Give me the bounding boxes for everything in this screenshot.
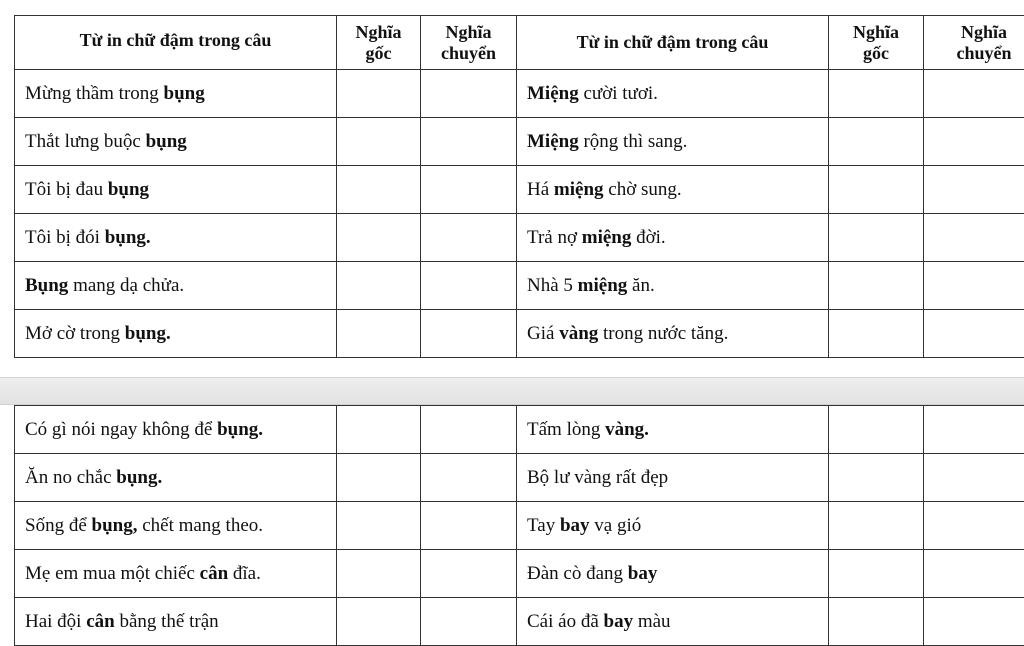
literal-answer-cell[interactable]	[829, 262, 924, 310]
header-figurative-right	[924, 16, 1024, 70]
bold-word: bay	[628, 563, 658, 584]
header-sentence-right: Từ in chữ đậm trong câu	[517, 16, 829, 70]
header-figurative-line1: Nghĩa	[421, 22, 516, 43]
sentence-text: Hai đội	[25, 611, 86, 632]
header-literal-left	[337, 16, 421, 70]
sentence-text: mang dạ chửa.	[68, 275, 184, 296]
sentence-text: bằng thế trận	[115, 611, 219, 632]
sentence-text: Tay	[527, 515, 560, 536]
sentence-text: Tấm lòng	[527, 419, 605, 440]
bold-word: vàng.	[605, 419, 649, 440]
sentence-cell-right	[517, 166, 829, 214]
exercise-table-bottom	[14, 405, 1024, 646]
table-row	[15, 118, 1024, 166]
sentence-text: màu	[633, 611, 670, 632]
bold-word: bụng	[146, 131, 187, 152]
figurative-answer-cell[interactable]	[924, 502, 1024, 550]
sentence-text: rộng thì sang.	[579, 131, 688, 152]
header-literal-line2: gốc	[829, 43, 923, 64]
sentence-cell-left	[15, 598, 337, 646]
sentence-text: Trả nợ	[527, 227, 582, 248]
sentence-cell-right	[517, 262, 829, 310]
table-row	[15, 70, 1024, 118]
literal-answer-cell[interactable]	[337, 454, 421, 502]
sentence-cell-right	[517, 118, 829, 166]
figurative-answer-cell[interactable]	[924, 118, 1024, 166]
header-sentence-left: Từ in chữ đậm trong câu	[15, 16, 337, 70]
header-figurative-line2: chuyển	[924, 43, 1024, 64]
literal-answer-cell[interactable]	[829, 406, 924, 454]
literal-answer-cell[interactable]	[337, 262, 421, 310]
sentence-text: đĩa.	[228, 563, 261, 584]
sentence-cell-right	[517, 310, 829, 358]
sentence-text: Thắt lưng buộc	[25, 131, 146, 152]
header-literal-line1: Nghĩa	[829, 22, 923, 43]
sentence-cell-right	[517, 598, 829, 646]
figurative-answer-cell[interactable]	[924, 166, 1024, 214]
sentence-text: ăn.	[627, 275, 654, 296]
exercise-table-top	[14, 15, 1024, 358]
bold-word: miệng	[554, 179, 604, 200]
table-row	[15, 166, 1024, 214]
header-figurative-line2: chuyển	[421, 43, 516, 64]
sentence-cell-right	[517, 502, 829, 550]
bold-word: bụng.	[217, 419, 263, 440]
bold-word: bụng	[164, 83, 205, 104]
sentence-text: Mẹ em mua một chiếc	[25, 563, 200, 584]
figurative-answer-cell[interactable]	[421, 70, 517, 118]
sentence-cell-left	[15, 502, 337, 550]
literal-answer-cell[interactable]	[829, 118, 924, 166]
sentence-cell-right	[517, 406, 829, 454]
sentence-text: Tôi bị đói	[25, 227, 105, 248]
bold-word: cân	[86, 611, 115, 632]
bold-word: miệng	[582, 227, 632, 248]
sentence-cell-left	[15, 454, 337, 502]
sentence-text: vạ gió	[590, 515, 642, 536]
table-row	[15, 598, 1024, 646]
table-row	[15, 550, 1024, 598]
sentence-text: Ăn no chắc	[25, 467, 116, 488]
table-body-bottom	[15, 406, 1024, 646]
table-row	[15, 310, 1024, 358]
header-literal-line1: Nghĩa	[337, 22, 420, 43]
sentence-text: trong nước tăng.	[598, 323, 728, 344]
literal-answer-cell[interactable]	[829, 502, 924, 550]
literal-answer-cell[interactable]	[337, 214, 421, 262]
figurative-answer-cell[interactable]	[924, 550, 1024, 598]
literal-answer-cell[interactable]	[337, 406, 421, 454]
sentence-text: Nhà 5	[527, 275, 578, 296]
figurative-answer-cell[interactable]	[924, 310, 1024, 358]
sentence-cell-right	[517, 214, 829, 262]
literal-answer-cell[interactable]	[829, 598, 924, 646]
header-literal-right	[829, 16, 924, 70]
sentence-text: cười tươi.	[579, 83, 658, 104]
literal-answer-cell[interactable]	[337, 118, 421, 166]
bold-word: Miệng	[527, 83, 579, 104]
sentence-cell-left	[15, 406, 337, 454]
bold-word: bay	[604, 611, 634, 632]
table-row	[15, 454, 1024, 502]
sentence-text: Giá	[527, 323, 559, 344]
figurative-answer-cell[interactable]	[924, 454, 1024, 502]
header-figurative-line1: Nghĩa	[924, 22, 1024, 43]
table-row	[15, 262, 1024, 310]
figurative-answer-cell[interactable]	[924, 214, 1024, 262]
bold-word: bay	[560, 515, 590, 536]
table-row	[15, 406, 1024, 454]
figurative-answer-cell[interactable]	[924, 406, 1024, 454]
figurative-answer-cell[interactable]	[421, 214, 517, 262]
sentence-cell-left	[15, 70, 337, 118]
literal-answer-cell[interactable]	[337, 550, 421, 598]
literal-answer-cell[interactable]	[829, 550, 924, 598]
sentence-text: chờ sung.	[604, 179, 682, 200]
sentence-text: đời.	[631, 227, 665, 248]
bold-word: bụng.	[116, 467, 162, 488]
figurative-answer-cell[interactable]	[421, 454, 517, 502]
sentence-text: Sống để	[25, 515, 92, 536]
sentence-text: Có gì nói ngay không để	[25, 419, 217, 440]
sentence-cell-left	[15, 166, 337, 214]
bold-word: vàng	[559, 323, 598, 344]
figurative-answer-cell[interactable]	[421, 406, 517, 454]
bold-word: bụng	[108, 179, 149, 200]
figurative-answer-cell[interactable]	[924, 262, 1024, 310]
literal-answer-cell[interactable]	[829, 70, 924, 118]
sentence-text: Bộ lư vàng rất đẹp	[527, 467, 668, 488]
figurative-answer-cell[interactable]	[421, 598, 517, 646]
bold-word: Bụng	[25, 275, 68, 296]
sentence-text: Mừng thầm trong	[25, 83, 164, 104]
figurative-answer-cell[interactable]	[421, 550, 517, 598]
literal-answer-cell[interactable]	[337, 310, 421, 358]
literal-answer-cell[interactable]	[337, 598, 421, 646]
bold-word: miệng	[578, 275, 628, 296]
figurative-answer-cell[interactable]	[421, 502, 517, 550]
literal-answer-cell[interactable]	[337, 70, 421, 118]
header-figurative-left	[421, 16, 517, 70]
literal-answer-cell[interactable]	[337, 166, 421, 214]
figurative-answer-cell[interactable]	[421, 310, 517, 358]
sentence-text: Đàn cò đang	[527, 563, 628, 584]
sentence-text: Há	[527, 179, 554, 200]
literal-answer-cell[interactable]	[829, 214, 924, 262]
literal-answer-cell[interactable]	[829, 454, 924, 502]
sentence-cell-left	[15, 214, 337, 262]
sentence-cell-left	[15, 118, 337, 166]
literal-answer-cell[interactable]	[337, 502, 421, 550]
sentence-cell-left	[15, 310, 337, 358]
table-row	[15, 214, 1024, 262]
bold-word: Miệng	[527, 131, 579, 152]
sentence-text: Cái áo đã	[527, 611, 604, 632]
sentence-cell-right	[517, 454, 829, 502]
table-row	[15, 502, 1024, 550]
sentence-cell-left	[15, 262, 337, 310]
sentence-text: Mở cờ trong	[25, 323, 125, 344]
literal-answer-cell[interactable]	[829, 166, 924, 214]
sentence-text: Tôi bị đau	[25, 179, 108, 200]
table-header-row	[15, 16, 1024, 70]
header-literal-line2: gốc	[337, 43, 420, 64]
table-body-top	[15, 70, 1024, 358]
figurative-answer-cell[interactable]	[924, 70, 1024, 118]
figurative-answer-cell[interactable]	[421, 166, 517, 214]
figurative-answer-cell[interactable]	[421, 262, 517, 310]
bold-word: bụng,	[92, 515, 138, 536]
figurative-answer-cell[interactable]	[421, 118, 517, 166]
bold-word: bụng.	[125, 323, 171, 344]
sentence-cell-right	[517, 550, 829, 598]
sentence-cell-right	[517, 70, 829, 118]
figurative-answer-cell[interactable]	[924, 598, 1024, 646]
bold-word: bụng.	[105, 227, 151, 248]
page-break-divider	[0, 377, 1024, 405]
bold-word: cân	[200, 563, 229, 584]
sentence-cell-left	[15, 550, 337, 598]
sentence-text: chết mang theo.	[137, 515, 263, 536]
literal-answer-cell[interactable]	[829, 310, 924, 358]
